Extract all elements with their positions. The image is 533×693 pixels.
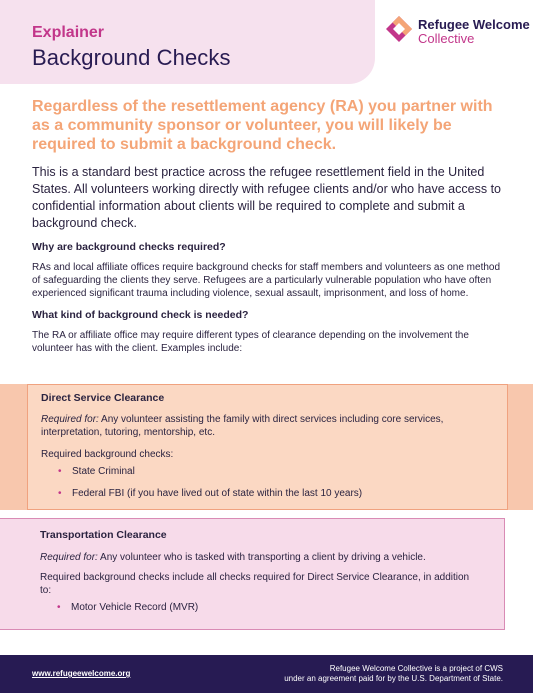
footer-note-line1: Refugee Welcome Collective is a project of CWS bbox=[329, 664, 503, 673]
list-item bbox=[58, 466, 135, 477]
diamond-logo-icon bbox=[385, 15, 413, 43]
bullet-icon: • bbox=[58, 466, 62, 477]
page-title: Background Checks bbox=[32, 45, 231, 70]
main-content bbox=[32, 97, 508, 355]
list-item-text: State Criminal bbox=[72, 466, 135, 477]
transportation-panel bbox=[0, 518, 533, 630]
footer-note bbox=[284, 664, 503, 684]
transportation-required-for bbox=[40, 551, 495, 564]
intro-paragraph: This is a standard best practice across the refugee resettlement field in the United States. All volunteers working directly with refugee clients and/or who have access to confidential information about clients will be required to complete and submit a background check. bbox=[32, 165, 501, 230]
required-for-text: Any volunteer assisting the family with direct services including core services, interpretation, tutoring, mentorship, etc. bbox=[41, 414, 444, 438]
transportation-box bbox=[0, 518, 505, 630]
logo-text-line2: Collective bbox=[418, 31, 475, 46]
footer-website-link[interactable]: www.refugeewelcome.org bbox=[32, 669, 131, 678]
section-body-what: The RA or affiliate office may require different types of clearance depending on the involvement the volunteer has with the client. Examples include: bbox=[32, 330, 469, 354]
lead-statement: Regardless of the resettlement agency (RA) you partner with as a community sponsor or volunteer, you will likely be required to submit a background check. bbox=[32, 98, 493, 153]
list-item-text: Motor Vehicle Record (MVR) bbox=[71, 602, 199, 613]
logo bbox=[385, 15, 530, 47]
section-heading-why: Why are background checks required? bbox=[32, 241, 226, 253]
list-item bbox=[57, 602, 198, 613]
transportation-title: Transportation Clearance bbox=[40, 529, 167, 541]
logo-text-line1: Refugee Welcome bbox=[418, 17, 530, 32]
bullet-icon: • bbox=[57, 602, 61, 613]
footer-note-line2: under an agreement paid for by the U.S. Department of State. bbox=[284, 674, 503, 683]
required-for-label: Required for: bbox=[40, 552, 98, 563]
section-heading-what: What kind of background check is needed? bbox=[32, 309, 249, 321]
direct-service-checks-label: Required background checks: bbox=[41, 449, 174, 460]
list-item-text: Federal FBI (if you have lived out of state within the last 10 years) bbox=[72, 488, 363, 499]
required-for-label: Required for: bbox=[41, 414, 99, 425]
direct-service-panel bbox=[0, 384, 533, 510]
eyebrow-label: Explainer bbox=[32, 24, 105, 41]
required-for-text: Any volunteer who is tasked with transporting a client by driving a vehicle. bbox=[97, 552, 426, 563]
bullet-icon: • bbox=[58, 488, 62, 499]
transportation-checks-text: Required background checks include all checks required for Direct Service Clearance, in addition to: bbox=[40, 572, 470, 596]
list-item bbox=[58, 488, 362, 499]
direct-service-title: Direct Service Clearance bbox=[41, 392, 165, 404]
direct-service-required-for bbox=[41, 413, 496, 439]
direct-service-box bbox=[27, 384, 508, 510]
section-body-why: RAs and local affiliate offices require background checks for staff members and volunteers as one method of safeguarding the clients they serve. Refugees are a particularly vulnerable population who have often experienced significant trauma including violence, sexual assault, imprisonment, and loss of home. bbox=[32, 262, 501, 299]
header-band bbox=[0, 0, 375, 84]
footer bbox=[0, 655, 533, 693]
